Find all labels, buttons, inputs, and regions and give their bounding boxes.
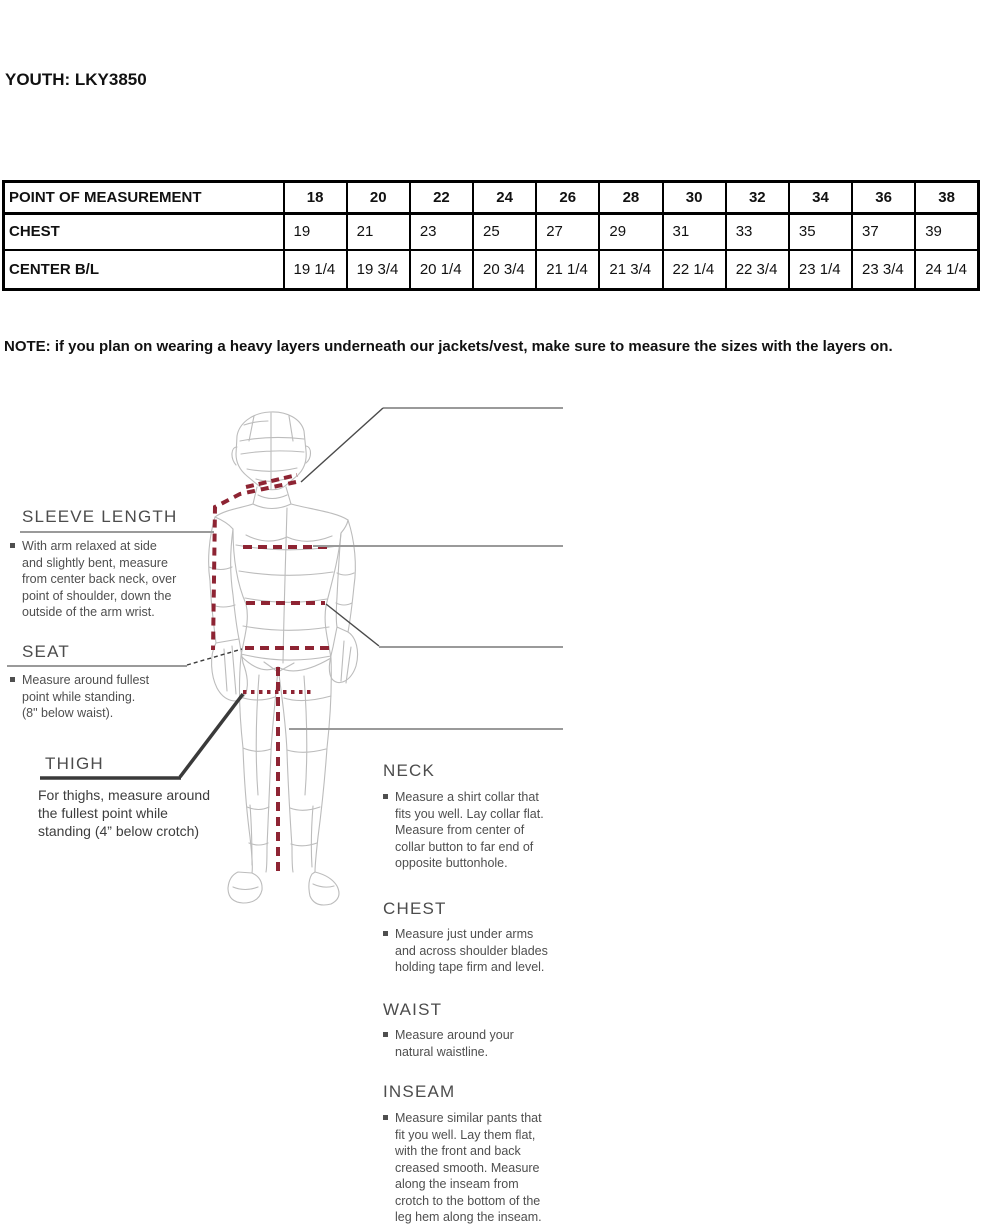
page-title: YOUTH: LKY3850: [5, 70, 147, 89]
cell-value: 22 3/4: [726, 250, 789, 290]
cell-value: 22 1/4: [663, 250, 726, 290]
bullet-icon: [383, 931, 388, 936]
section-title-neck: NECK: [383, 761, 436, 780]
bullet-icon: [383, 794, 388, 799]
cell-value: 23 3/4: [852, 250, 915, 290]
section-desc-thigh: For thighs, measure around the fullest point while standing (4” below crotch): [38, 787, 210, 839]
neck-leader-line: [301, 408, 383, 482]
section-desc-inseam: Measure similar pants that fit you well. Lay them flat, with the front and back creased smooth. Measure along the inseam from crotch to the bottom of the leg hem along the inseam.: [383, 1110, 573, 1226]
bullet-icon: [10, 677, 15, 682]
col-header-size: 38: [915, 182, 978, 214]
bullet-icon: [10, 543, 15, 548]
section-desc-waist: Measure around your natural waistline.: [383, 1027, 573, 1060]
col-header-size: 22: [410, 182, 473, 214]
row-label: CENTER B/L: [4, 250, 284, 290]
cell-value: 23: [410, 214, 473, 250]
cell-value: 21 1/4: [536, 250, 599, 290]
cell-value: 27: [536, 214, 599, 250]
section-title-sleeve-length: SLEEVE LENGTH: [22, 507, 178, 526]
table-row-chest: [4, 214, 979, 250]
cell-value: 19 3/4: [347, 250, 410, 290]
section-desc-sleeve-length: With arm relaxed at side and slightly bent, measure from center back neck, over point of shoulder, down the outside of the arm wrist.: [10, 538, 200, 621]
col-header-size: 36: [852, 182, 915, 214]
col-header-point-of-measurement: POINT OF MEASUREMENT: [4, 182, 284, 214]
cell-value: 24 1/4: [915, 250, 978, 290]
cell-value: 35: [789, 214, 852, 250]
col-header-size: 32: [726, 182, 789, 214]
cell-value: 19 1/4: [284, 250, 347, 290]
col-header-size: 18: [284, 182, 347, 214]
size-table: [2, 180, 980, 291]
cell-value: 19: [284, 214, 347, 250]
cell-value: 21: [347, 214, 410, 250]
cell-value: 37: [852, 214, 915, 250]
measurement-guide: [0, 375, 982, 1224]
bullet-icon: [383, 1115, 388, 1120]
cell-value: 39: [915, 214, 978, 250]
col-header-size: 20: [347, 182, 410, 214]
section-desc-seat: Measure around fullest point while standing. (8" below waist).: [10, 672, 200, 722]
section-title-seat: SEAT: [22, 642, 70, 661]
col-header-size: 28: [599, 182, 662, 214]
col-header-size: 24: [473, 182, 536, 214]
col-header-size: 30: [663, 182, 726, 214]
row-label: CHEST: [4, 214, 284, 250]
cell-value: 31: [663, 214, 726, 250]
bullet-icon: [383, 1032, 388, 1037]
section-title-chest: CHEST: [383, 899, 447, 918]
cell-value: 33: [726, 214, 789, 250]
section-title-waist: WAIST: [383, 1000, 443, 1019]
cell-value: 29: [599, 214, 662, 250]
cell-value: 25: [473, 214, 536, 250]
note-text: NOTE: if you plan on wearing a heavy layers underneath our jackets/vest, make sure to measure the sizes with the layers on.: [4, 338, 893, 355]
cell-value: 20 3/4: [473, 250, 536, 290]
section-desc-chest: Measure just under arms and across shoulder blades holding tape firm and level.: [383, 926, 573, 976]
col-header-size: 26: [536, 182, 599, 214]
section-desc-neck: Measure a shirt collar that fits you well. Lay collar flat. Measure from center of collar button to far end of opposite buttonhole.: [383, 789, 573, 872]
cell-value: 21 3/4: [599, 250, 662, 290]
section-title-inseam: INSEAM: [383, 1082, 456, 1101]
size-table-header-row: [4, 182, 979, 214]
section-title-thigh: THIGH: [45, 754, 104, 773]
table-row-center-bl: [4, 250, 979, 290]
col-header-size: 34: [789, 182, 852, 214]
cell-value: 23 1/4: [789, 250, 852, 290]
cell-value: 20 1/4: [410, 250, 473, 290]
